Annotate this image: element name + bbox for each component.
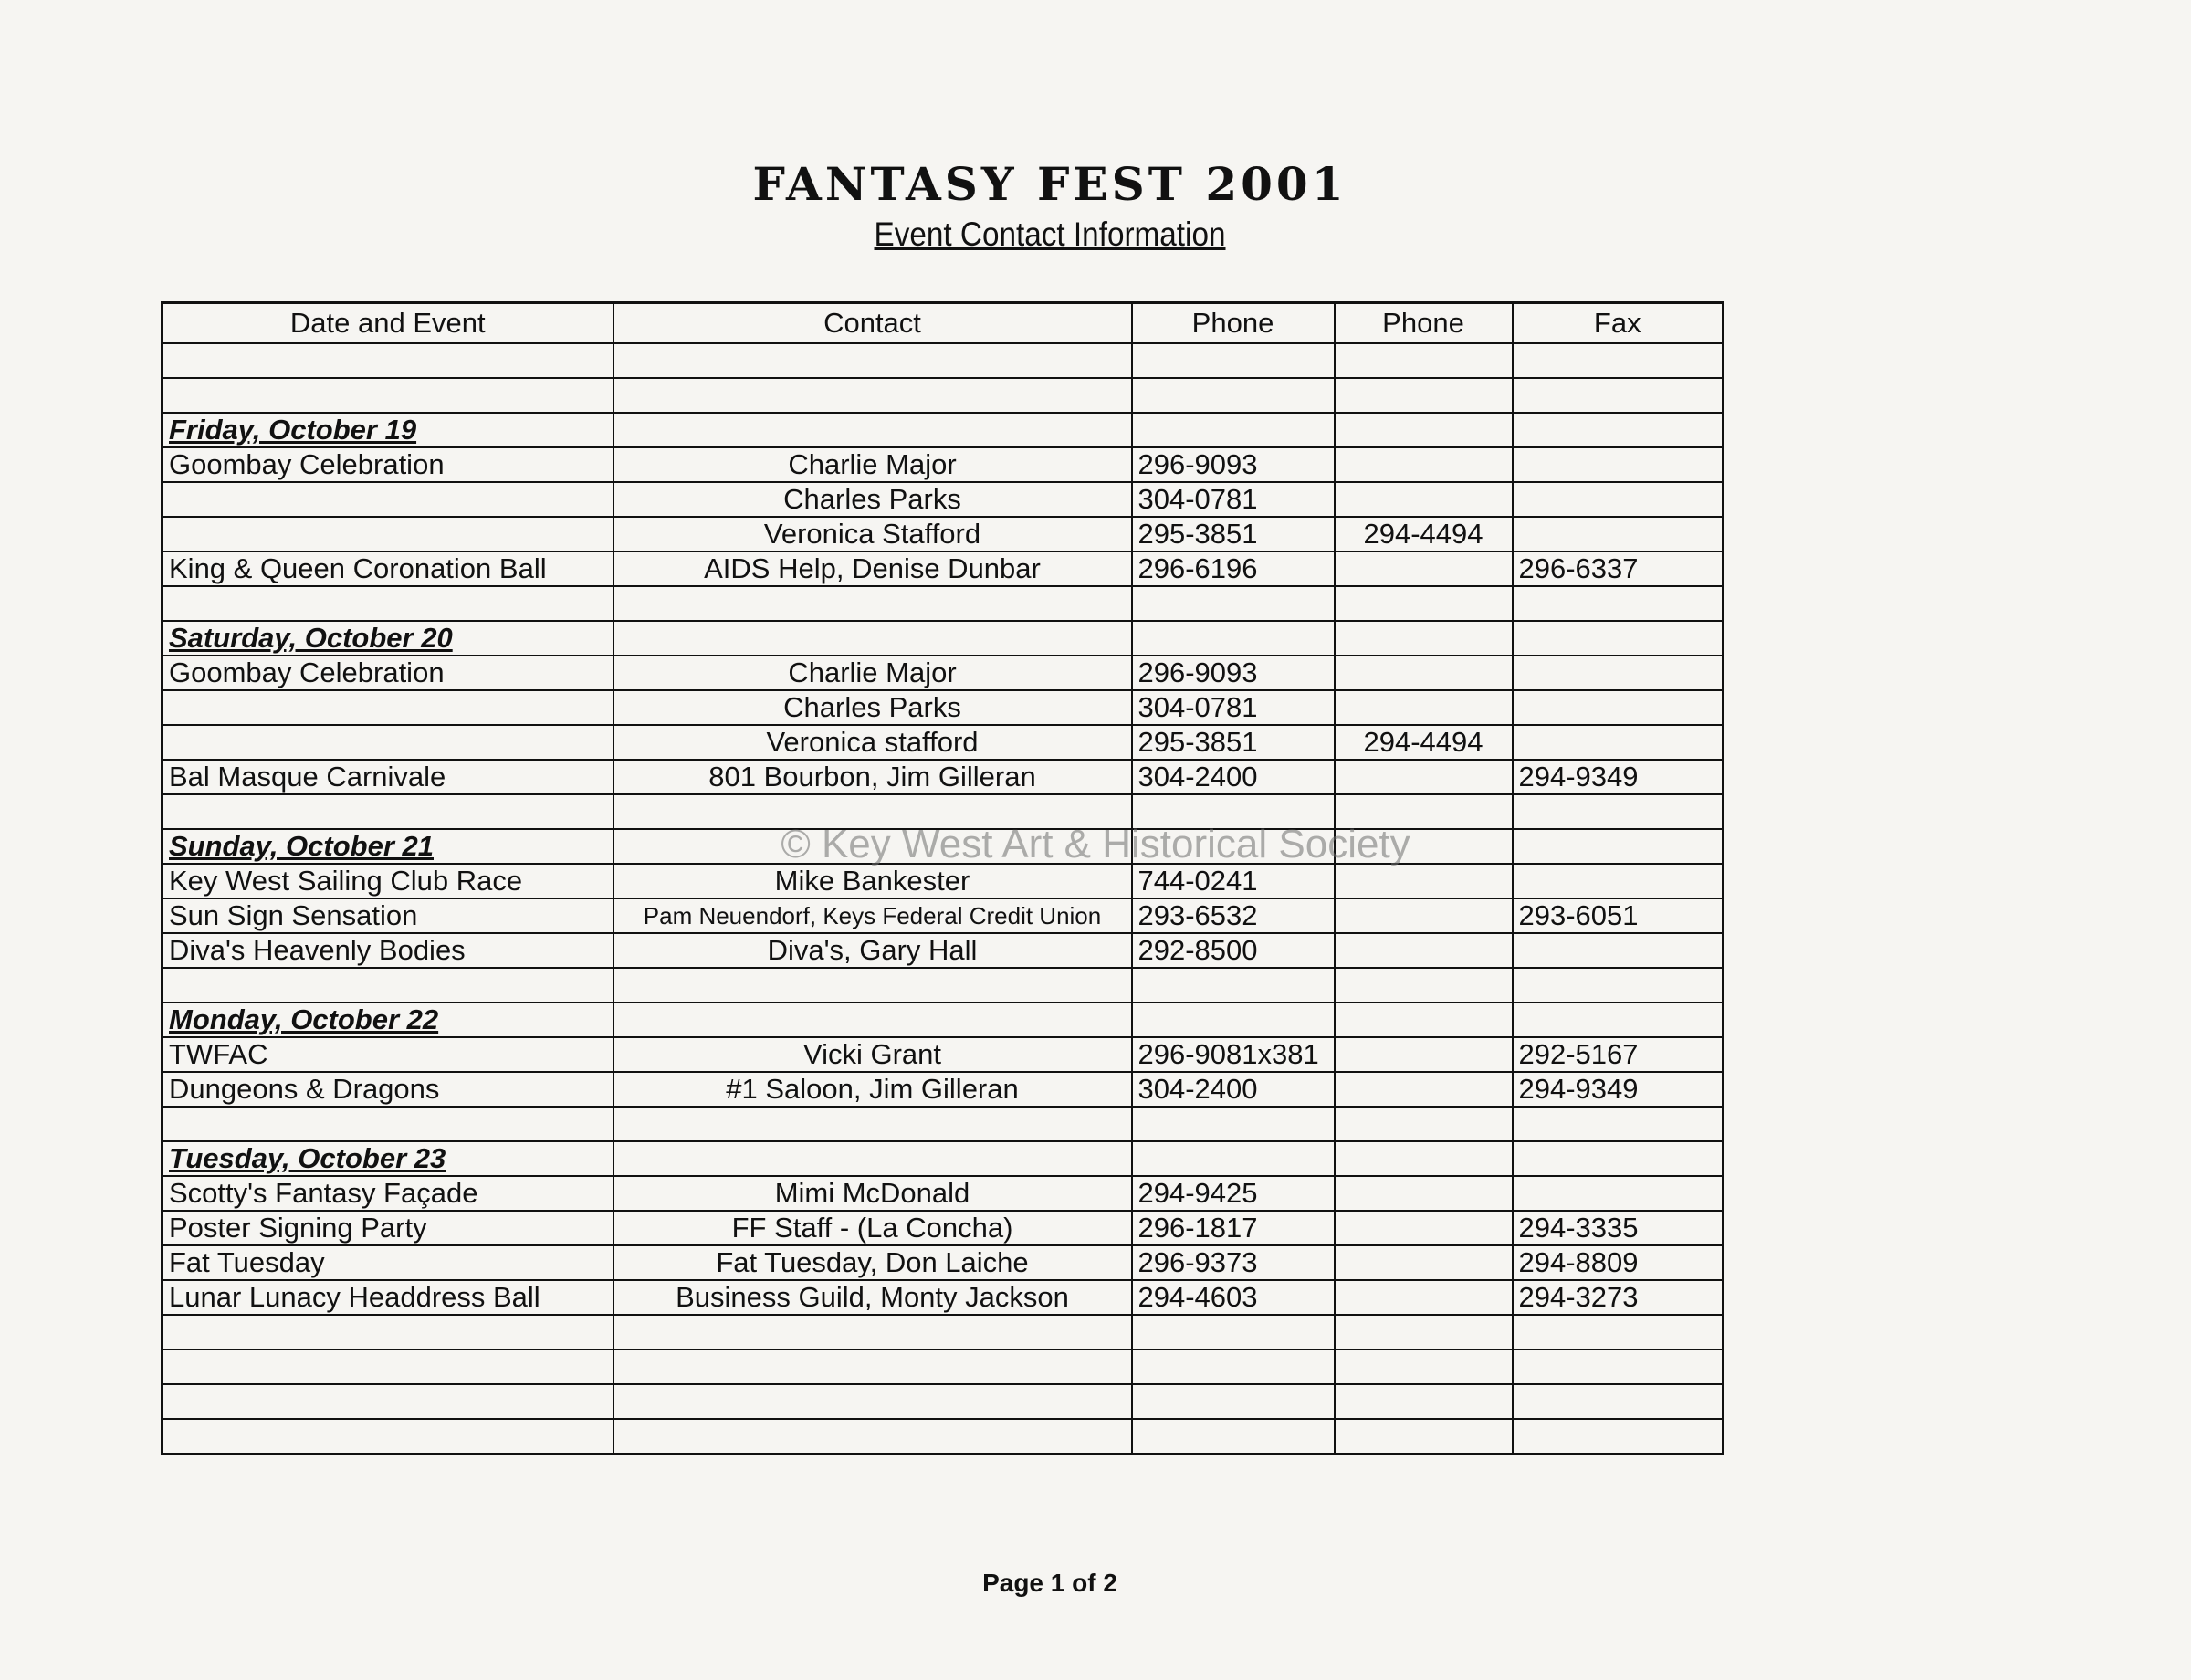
cell-phone: 295-3851 [1132, 725, 1335, 760]
blank-row [162, 794, 1724, 829]
cell-phone [1132, 1315, 1335, 1349]
cell-phone [1132, 829, 1335, 864]
cell-contact: Fat Tuesday, Don Laiche [613, 1245, 1132, 1280]
cell-contact [613, 829, 1132, 864]
cell-phone: 293-6532 [1132, 898, 1335, 933]
cell-contact: AIDS Help, Denise Dunbar [613, 551, 1132, 586]
cell-phone [1132, 1141, 1335, 1176]
cell-contact [613, 343, 1132, 378]
cell-fax [1513, 1107, 1724, 1141]
cell-fax [1513, 482, 1724, 517]
cell-phone: 296-9093 [1132, 656, 1335, 690]
cell-phone-2 [1335, 1315, 1513, 1349]
cell-contact: Business Guild, Monty Jackson [613, 1280, 1132, 1315]
day-heading-row [162, 621, 1724, 656]
document-subtitle: Event Contact Information [874, 215, 1226, 253]
day-heading: Sunday, October 21 [162, 829, 613, 864]
cell-date-event: Lunar Lunacy Headdress Ball [162, 1280, 613, 1315]
cell-date-event [162, 1349, 613, 1384]
table-row [162, 760, 1724, 794]
table-row [162, 517, 1724, 551]
cell-phone-2 [1335, 1176, 1513, 1211]
cell-phone-2 [1335, 1384, 1513, 1419]
column-header-phone-2: Phone [1335, 303, 1513, 344]
cell-date-event: King & Queen Coronation Ball [162, 551, 613, 586]
cell-phone-2: 294-4494 [1335, 725, 1513, 760]
cell-phone: 296-9093 [1132, 447, 1335, 482]
table-row [162, 1245, 1724, 1280]
cell-contact: Veronica Stafford [613, 517, 1132, 551]
blank-row [162, 1107, 1724, 1141]
cell-date-event [162, 1315, 613, 1349]
cell-contact [613, 1384, 1132, 1419]
contact-table [161, 301, 1724, 1455]
cell-phone-2 [1335, 447, 1513, 482]
cell-date-event [162, 482, 613, 517]
blank-row [162, 1384, 1724, 1419]
cell-contact: #1 Saloon, Jim Gilleran [613, 1072, 1132, 1107]
table-row [162, 690, 1724, 725]
cell-phone [1132, 794, 1335, 829]
cell-contact [613, 1107, 1132, 1141]
cell-fax [1513, 1141, 1724, 1176]
cell-phone-2 [1335, 656, 1513, 690]
cell-phone-2 [1335, 690, 1513, 725]
cell-phone-2 [1335, 968, 1513, 1003]
cell-phone-2 [1335, 794, 1513, 829]
cell-phone [1132, 1349, 1335, 1384]
cell-phone: 296-9081x381 [1132, 1037, 1335, 1072]
cell-contact [613, 968, 1132, 1003]
day-heading-row [162, 1141, 1724, 1176]
cell-fax [1513, 829, 1724, 864]
day-heading: Tuesday, October 23 [162, 1141, 613, 1176]
cell-date-event [162, 517, 613, 551]
table-row [162, 482, 1724, 517]
cell-contact [613, 378, 1132, 413]
cell-phone: 294-9425 [1132, 1176, 1335, 1211]
cell-contact: Charles Parks [613, 482, 1132, 517]
cell-phone-2 [1335, 1419, 1513, 1454]
day-heading-row [162, 413, 1724, 447]
cell-phone-2 [1335, 760, 1513, 794]
cell-phone-2 [1335, 1280, 1513, 1315]
cell-phone-2 [1335, 829, 1513, 864]
cell-fax [1513, 864, 1724, 898]
cell-phone-2: 294-4494 [1335, 517, 1513, 551]
cell-phone [1132, 413, 1335, 447]
day-heading: Friday, October 19 [162, 413, 613, 447]
cell-contact: Vicki Grant [613, 1037, 1132, 1072]
cell-fax: 292-5167 [1513, 1037, 1724, 1072]
cell-fax [1513, 1315, 1724, 1349]
cell-phone [1132, 1107, 1335, 1141]
cell-date-event: Key West Sailing Club Race [162, 864, 613, 898]
cell-phone-2 [1335, 1003, 1513, 1037]
blank-row [162, 1349, 1724, 1384]
cell-phone: 304-2400 [1132, 1072, 1335, 1107]
page-number: Page 1 of 2 [982, 1569, 1117, 1597]
cell-contact: 801 Bourbon, Jim Gilleran [613, 760, 1132, 794]
cell-contact [613, 586, 1132, 621]
table-row [162, 898, 1724, 933]
cell-phone-2 [1335, 621, 1513, 656]
blank-row [162, 968, 1724, 1003]
cell-phone-2 [1335, 864, 1513, 898]
cell-phone [1132, 1384, 1335, 1419]
cell-contact [613, 621, 1132, 656]
table-header-row [162, 303, 1724, 344]
cell-fax: 294-9349 [1513, 1072, 1724, 1107]
cell-date-event [162, 1419, 613, 1454]
table-row [162, 447, 1724, 482]
table-row [162, 1072, 1724, 1107]
cell-fax [1513, 1419, 1724, 1454]
cell-contact [613, 794, 1132, 829]
table-body [162, 343, 1724, 1454]
cell-phone: 304-2400 [1132, 760, 1335, 794]
cell-date-event: TWFAC [162, 1037, 613, 1072]
cell-fax: 294-8809 [1513, 1245, 1724, 1280]
cell-phone [1132, 343, 1335, 378]
cell-phone-2 [1335, 378, 1513, 413]
cell-phone: 296-9373 [1132, 1245, 1335, 1280]
table-row [162, 551, 1724, 586]
column-header-fax: Fax [1513, 303, 1724, 344]
watermark: © Key West Art & Historical Society [781, 822, 1410, 866]
cell-fax [1513, 656, 1724, 690]
cell-date-event [162, 378, 613, 413]
cell-contact: FF Staff - (La Concha) [613, 1211, 1132, 1245]
cell-phone [1132, 1003, 1335, 1037]
cell-contact: Diva's, Gary Hall [613, 933, 1132, 968]
cell-phone [1132, 378, 1335, 413]
cell-phone-2 [1335, 482, 1513, 517]
cell-phone-2 [1335, 551, 1513, 586]
cell-date-event: Bal Masque Carnivale [162, 760, 613, 794]
cell-phone: 294-4603 [1132, 1280, 1335, 1315]
cell-fax: 293-6051 [1513, 898, 1724, 933]
cell-date-event: Goombay Celebration [162, 656, 613, 690]
cell-fax: 296-6337 [1513, 551, 1724, 586]
cell-fax [1513, 1384, 1724, 1419]
cell-date-event [162, 968, 613, 1003]
cell-phone [1132, 968, 1335, 1003]
cell-fax [1513, 447, 1724, 482]
table-row [162, 656, 1724, 690]
day-heading: Monday, October 22 [162, 1003, 613, 1037]
cell-phone-2 [1335, 898, 1513, 933]
cell-date-event [162, 1107, 613, 1141]
cell-phone-2 [1335, 1072, 1513, 1107]
cell-phone: 304-0781 [1132, 482, 1335, 517]
table-row [162, 1037, 1724, 1072]
cell-contact: Mimi McDonald [613, 1176, 1132, 1211]
day-heading-row [162, 829, 1724, 864]
cell-fax [1513, 413, 1724, 447]
cell-phone [1132, 586, 1335, 621]
cell-contact [613, 1419, 1132, 1454]
cell-fax [1513, 343, 1724, 378]
day-heading-row [162, 1003, 1724, 1037]
blank-row [162, 343, 1724, 378]
cell-contact [613, 1349, 1132, 1384]
document-title: FANTASY FEST 2001 [752, 157, 1347, 211]
cell-fax: 294-3335 [1513, 1211, 1724, 1245]
cell-fax [1513, 968, 1724, 1003]
cell-phone-2 [1335, 1349, 1513, 1384]
cell-date-event: Poster Signing Party [162, 1211, 613, 1245]
column-header-phone: Phone [1132, 303, 1335, 344]
cell-fax: 294-9349 [1513, 760, 1724, 794]
cell-date-event [162, 343, 613, 378]
cell-fax [1513, 933, 1724, 968]
cell-date-event: Dungeons & Dragons [162, 1072, 613, 1107]
cell-contact: Pam Neuendorf, Keys Federal Credit Union [613, 898, 1132, 933]
cell-date-event: Fat Tuesday [162, 1245, 613, 1280]
cell-fax [1513, 1003, 1724, 1037]
cell-phone-2 [1335, 1037, 1513, 1072]
cell-contact [613, 1141, 1132, 1176]
column-header-date-event: Date and Event [162, 303, 613, 344]
cell-phone: 296-1817 [1132, 1211, 1335, 1245]
cell-fax [1513, 1176, 1724, 1211]
cell-contact [613, 413, 1132, 447]
cell-contact: Charlie Major [613, 656, 1132, 690]
cell-phone-2 [1335, 1141, 1513, 1176]
cell-phone-2 [1335, 1245, 1513, 1280]
table-row [162, 725, 1724, 760]
cell-fax [1513, 378, 1724, 413]
cell-date-event: Diva's Heavenly Bodies [162, 933, 613, 968]
cell-contact: Mike Bankester [613, 864, 1132, 898]
cell-phone-2 [1335, 586, 1513, 621]
blank-row [162, 1419, 1724, 1454]
cell-fax [1513, 725, 1724, 760]
cell-phone [1132, 1419, 1335, 1454]
cell-phone: 292-8500 [1132, 933, 1335, 968]
cell-phone-2 [1335, 1107, 1513, 1141]
cell-phone: 295-3851 [1132, 517, 1335, 551]
cell-phone-2 [1335, 343, 1513, 378]
table-row [162, 1176, 1724, 1211]
cell-date-event: Sun Sign Sensation [162, 898, 613, 933]
cell-date-event: Goombay Celebration [162, 447, 613, 482]
cell-date-event [162, 1384, 613, 1419]
cell-fax: 294-3273 [1513, 1280, 1724, 1315]
cell-phone-2 [1335, 1211, 1513, 1245]
blank-row [162, 378, 1724, 413]
cell-fax [1513, 1349, 1724, 1384]
cell-contact: Charlie Major [613, 447, 1132, 482]
cell-date-event [162, 586, 613, 621]
cell-fax [1513, 517, 1724, 551]
table-row [162, 864, 1724, 898]
table-row [162, 1211, 1724, 1245]
blank-row [162, 586, 1724, 621]
cell-date-event [162, 690, 613, 725]
cell-date-event [162, 794, 613, 829]
column-header-contact: Contact [613, 303, 1132, 344]
cell-date-event [162, 725, 613, 760]
cell-phone-2 [1335, 413, 1513, 447]
cell-phone [1132, 621, 1335, 656]
cell-phone-2 [1335, 933, 1513, 968]
table-row [162, 1280, 1724, 1315]
cell-fax [1513, 690, 1724, 725]
cell-contact: Charles Parks [613, 690, 1132, 725]
cell-contact: Veronica stafford [613, 725, 1132, 760]
cell-phone: 296-6196 [1132, 551, 1335, 586]
cell-fax [1513, 586, 1724, 621]
cell-fax [1513, 621, 1724, 656]
day-heading: Saturday, October 20 [162, 621, 613, 656]
blank-row [162, 1315, 1724, 1349]
cell-fax [1513, 794, 1724, 829]
table-row [162, 933, 1724, 968]
cell-contact [613, 1315, 1132, 1349]
cell-contact [613, 1003, 1132, 1037]
cell-date-event: Scotty's Fantasy Façade [162, 1176, 613, 1211]
cell-phone: 304-0781 [1132, 690, 1335, 725]
cell-phone: 744-0241 [1132, 864, 1335, 898]
